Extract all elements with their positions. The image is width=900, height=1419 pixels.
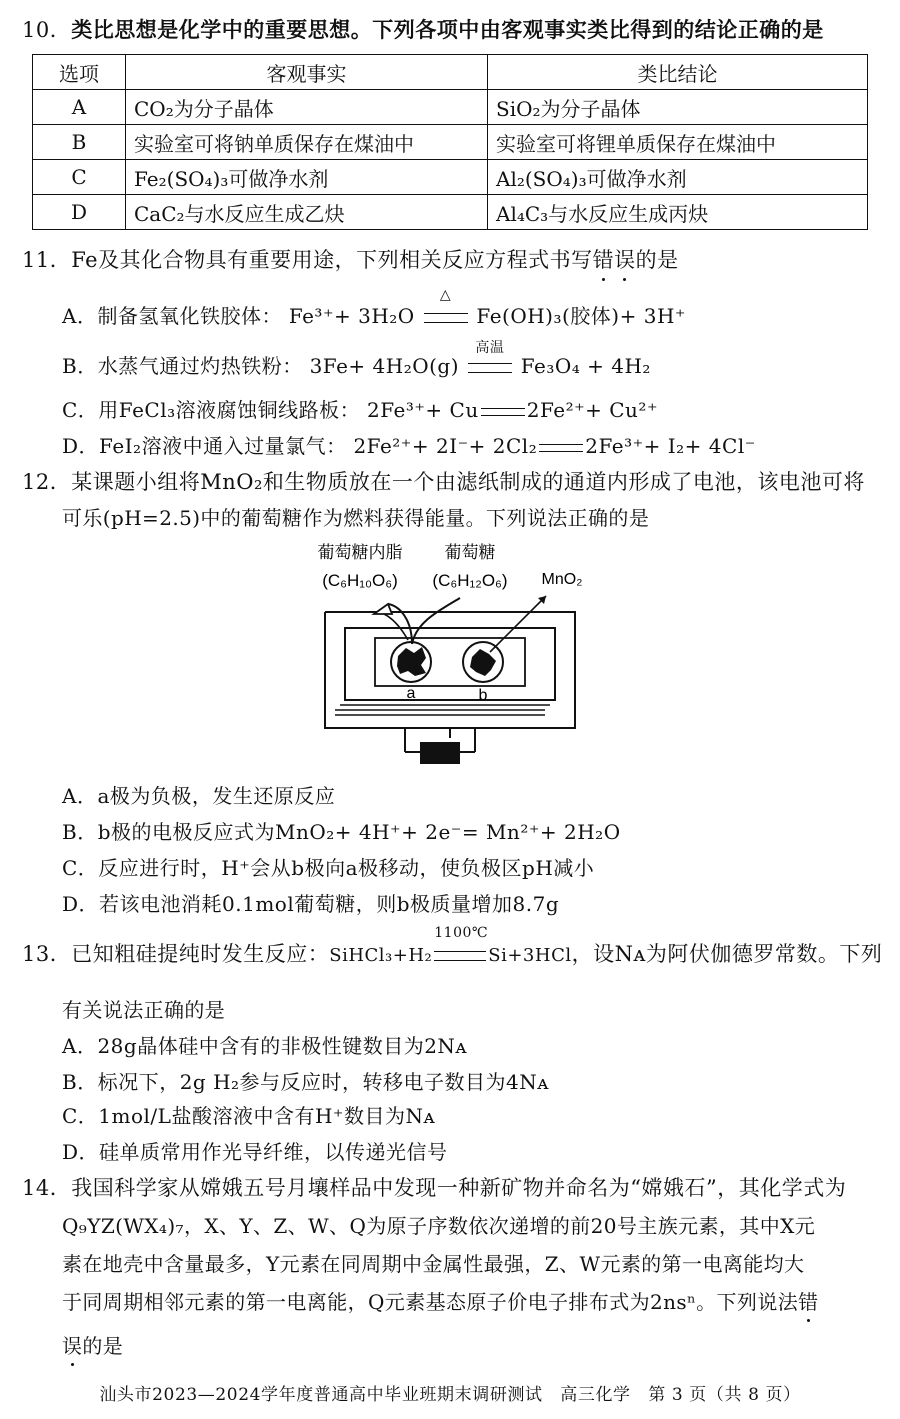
load-device (420, 742, 460, 764)
formula-glucose: (C₆H₁₂O₆) (432, 571, 508, 590)
option-prefix: B．水蒸气通过灼热铁粉： (62, 354, 303, 378)
equation-left: SiHCl₃+H₂ (329, 945, 433, 966)
q12-option-d: D．若该电池消耗0.1mol葡萄糖，则b极质量增加8.7g (62, 892, 560, 916)
table-header-fact: 客观事实 (126, 55, 488, 90)
table-header-conclusion: 类比结论 (488, 55, 868, 90)
equation-left: 2Fe²⁺+ 2I⁻+ 2Cl₂ (353, 434, 538, 458)
table-header-option: 选项 (33, 55, 126, 90)
reaction-curve (388, 598, 460, 644)
question-14-line4 (62, 1286, 819, 1315)
q13-option-a: A．28g晶体硅中含有的非极性键数目为2Nᴀ (62, 1034, 468, 1058)
mno2-pointer (490, 596, 546, 652)
table-row (33, 160, 868, 195)
table-cell-option: A (33, 90, 126, 125)
reaction-arrow (468, 340, 512, 378)
table-cell-fact: CO₂为分子晶体 (126, 90, 488, 125)
label-b: b (478, 687, 488, 704)
analogy-table (32, 54, 868, 230)
q12-option-a: A．a极为负极，发生还原反应 (62, 784, 336, 808)
q11-option-b (62, 340, 651, 379)
table-header-row (33, 55, 868, 90)
q12-option-b: B．b极的电极反应式为MnO₂+ 4H⁺+ 2e⁻= Mn²⁺+ 2H₂O (62, 820, 621, 844)
question-10-text: 类比思想是化学中的重要思想。下列各项中由客观事实类比得到的结论正确的是 (71, 17, 824, 42)
table-cell-option: B (33, 125, 126, 160)
equation-right: 2Fe³⁺+ I₂+ 4Cl⁻ (585, 434, 756, 458)
q13-option-b: B．标况下，2g H₂参与反应时，转移电子数目为4Nᴀ (62, 1070, 550, 1094)
emphasis-mark: 错 (593, 244, 615, 274)
table-cell-fact: CaC₂与水反应生成乙炔 (126, 195, 488, 230)
question-14-text: 我国科学家从嫦娥五号月壤样品中发现一种新矿物并命名为“嫦娥石”，其化学式为 (71, 1176, 847, 1200)
equation-left: Fe³⁺+ 3H₂O (288, 304, 415, 328)
condition-label: 1100℃ (434, 925, 489, 941)
table-row (33, 90, 868, 125)
equation-left: 2Fe³⁺+ Cu (367, 398, 479, 422)
table-cell-conclusion: SiO₂为分子晶体 (488, 90, 868, 125)
question-14-title (22, 1172, 846, 1202)
condition-label: 高温 (475, 340, 505, 356)
reaction-arrow (424, 287, 468, 328)
label-lactone: 葡萄糖内脂 (317, 543, 403, 562)
question-10-title (22, 14, 824, 44)
table-cell-conclusion: Al₂(SO₄)₃可做净水剂 (488, 160, 868, 195)
question-13-text-line2: 有关说法正确的是 (62, 998, 226, 1022)
label-a: a (406, 685, 416, 702)
option-prefix: A．制备氢氧化铁胶体： (62, 304, 282, 328)
question-13-title (22, 925, 883, 968)
label-mno2: MnO₂ (541, 571, 583, 588)
equation-right: Si+3HCl (488, 945, 572, 966)
question-11-text: Fe及其化合物具有重要用途，下列相关反应方程式书写 (71, 248, 593, 272)
table-cell-conclusion: 实验室可将锂单质保存在煤油中 (488, 125, 868, 160)
formula-lactone: (C₆H₁₀O₆) (322, 571, 398, 590)
table-row (33, 125, 868, 160)
emphasis-mark: 误 (62, 1330, 82, 1359)
table-cell-conclusion: Al₄C₃与水反应生成丙炔 (488, 195, 868, 230)
q13-option-c: C．1mol/L盐酸溶液中含有H⁺数目为Nᴀ (62, 1104, 436, 1128)
question-13-number: 13． (22, 942, 72, 966)
question-14-line5 (62, 1330, 123, 1359)
question-14-line2: Q₉YZ(WX₄)₇，X、Y、Z、W、Q为原子序数依次递增的前20号主族元素，其中X元 (62, 1214, 816, 1238)
equation-right: Fe₃O₄ + 4H₂ (520, 354, 651, 378)
condition-label: △ (439, 287, 452, 303)
q11-option-d (62, 430, 756, 459)
question-14-line5-text: 的是 (82, 1334, 124, 1358)
question-13-text-end: ，设Nᴀ为阿伏伽德罗常数。下列 (571, 942, 883, 966)
question-11-title (22, 244, 679, 274)
battery-diagram (300, 540, 600, 775)
page-footer: 汕头市2023—2024学年度普通高中毕业班期末调研测试 高三化学 第 3 页（共 8 页） (99, 1385, 801, 1405)
table-row (33, 195, 868, 230)
q13-option-d: D．硅单质常用作光导纤维，以传递光信号 (62, 1140, 448, 1164)
table-cell-fact: 实验室可将钠单质保存在煤油中 (126, 125, 488, 160)
emphasis-mark: 错 (798, 1286, 818, 1315)
question-12-text: 某课题小组将MnO₂和生物质放在一个由滤纸制成的通道内形成了电池，该电池可将 (71, 470, 865, 494)
question-14-line3: 素在地壳中含量最多，Y元素在同周期中金属性最强，Z、W元素的第一电离能均大 (62, 1252, 805, 1276)
question-13-text: 已知粗硅提纯时发生反应： (71, 942, 330, 966)
question-12-title (22, 466, 865, 496)
question-14-number: 14． (22, 1176, 72, 1200)
equals-sign (481, 408, 525, 416)
equation-right: 2Fe²⁺+ Cu²⁺ (526, 398, 659, 422)
equation-right: Fe(OH)₃(胶体)+ 3H⁺ (476, 304, 686, 328)
equals-sign (539, 444, 583, 452)
reaction-arrow (434, 925, 489, 966)
question-11-number: 11． (22, 248, 72, 272)
arrow-head (374, 604, 392, 614)
equation-left: 3Fe+ 4H₂O(g) (309, 354, 460, 378)
option-prefix: D．FeI₂溶液中通入过量氯气： (62, 434, 347, 458)
question-12-text-line2: 可乐(pH=2.5)中的葡萄糖作为燃料获得能量。下列说法正确的是 (62, 506, 650, 530)
label-glucose: 葡萄糖 (444, 543, 496, 562)
q11-option-c (62, 394, 658, 423)
table-cell-fact: Fe₂(SO₄)₃可做净水剂 (126, 160, 488, 195)
question-12-number: 12． (22, 470, 72, 494)
question-11-text-end: 的是 (635, 248, 679, 272)
q11-option-a (62, 287, 686, 329)
emphasis-mark: 误 (614, 244, 636, 274)
question-10-number: 10． (22, 18, 72, 42)
table-cell-option: D (33, 195, 126, 230)
table-cell-option: C (33, 160, 126, 195)
option-prefix: C．用FeCl₃溶液腐蚀铜线路板： (62, 398, 361, 422)
question-14-line4-text: 于同周期相邻元素的第一电离能，Q元素基态原子价电子排布式为2nsⁿ。下列说法 (62, 1290, 799, 1314)
q12-option-c: C．反应进行时，H⁺会从b极向a极移动，使负极区pH减小 (62, 856, 595, 880)
